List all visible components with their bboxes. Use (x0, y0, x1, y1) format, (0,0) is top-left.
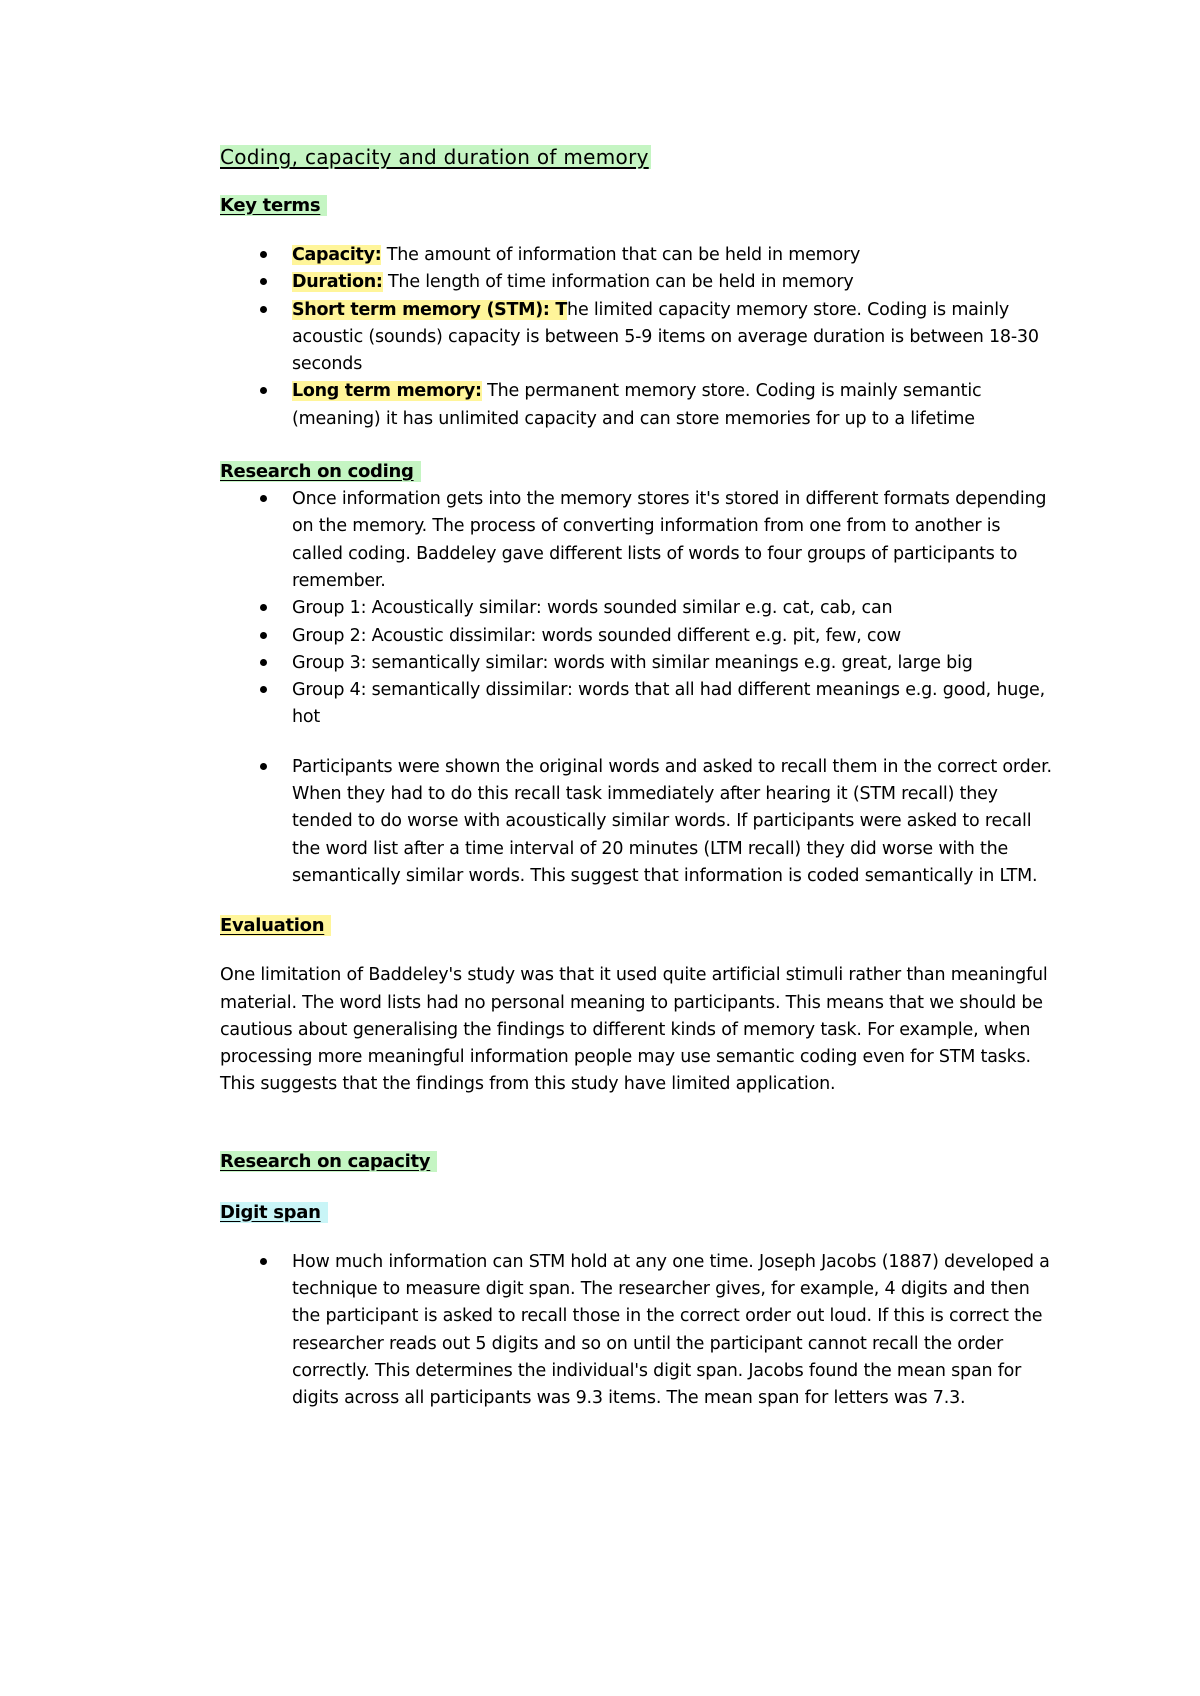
bullet-icon (260, 763, 267, 770)
term-definition: The amount of information that can be held in memory (381, 245, 861, 265)
key-terms-heading (220, 192, 1055, 220)
list-item (220, 595, 1055, 622)
list-item (220, 242, 1055, 269)
term-label: Duration: (292, 272, 383, 293)
list-item (220, 486, 1055, 595)
term-label: Long term memory: (292, 381, 482, 402)
document-body (220, 143, 1055, 1413)
bullet-icon (260, 604, 267, 611)
list-item-text: Group 4: semantically dissimilar: words that all had different meanings e.g. good, huge, hot (292, 680, 1045, 728)
list-item (220, 1249, 1055, 1413)
evaluation-paragraph: One limitation of Baddeley's study was that it used quite artificial stimuli rather than meaningful material. The word lists had no personal meaning to participants. This means that we should be cautious about generalising the findings to different kinds of memory task. For example, when processing more meaningful information people may use semantic coding even for STM tasks. This suggests that the findings from this study have limited application. (220, 965, 1048, 1095)
list-item-text: Group 1: Acoustically similar: words sounded similar e.g. cat, cab, can (292, 598, 893, 619)
evaluation-heading (220, 912, 1055, 940)
term-definition: The permanent memory store. Coding is mainly semantic (meaning) it has unlimited capacity and can store memories for up to a lifetime (292, 381, 982, 429)
bullet-icon (260, 251, 267, 258)
bullet-icon (260, 686, 267, 693)
list-item-text: Participants were shown the original words and asked to recall them in the correct order. When they had to do this recall task immediately after hearing it (STM recall) they tended to do worse with acoustically similar words. If participants were asked to recall the word list after a time interval of 20 minutes (LTM recall) they did worse with the semantically similar words. This suggest that information is coded semantically in LTM. (292, 756, 1052, 886)
bullet-icon (260, 495, 267, 502)
list-item (220, 297, 1055, 379)
list-item (220, 378, 1055, 433)
key-terms-list (220, 242, 1055, 433)
page-title (220, 143, 1055, 171)
list-item-text: Group 2: Acoustic dissimilar: words sounded different e.g. pit, few, cow (292, 625, 901, 646)
list-item (220, 650, 1055, 677)
digit-span-heading (220, 1199, 1055, 1227)
term-label: Short term memory (STM): T (292, 299, 568, 320)
research-coding-heading (220, 458, 1055, 486)
bullet-icon (260, 387, 267, 394)
digit-span-list (220, 1249, 1055, 1413)
list-item-text: Group 3: semantically similar: words with similar meanings e.g. great, large big (292, 652, 973, 673)
evaluation-heading-text: Evaluation (220, 915, 331, 936)
list-item (220, 623, 1055, 650)
term-label: Capacity: (292, 245, 382, 265)
research-capacity-heading-text: Research on capacity (220, 1151, 437, 1172)
research-coding-list (220, 486, 1055, 732)
bullet-icon (260, 278, 267, 285)
bullet-icon (260, 659, 267, 666)
research-coding-heading-text: Research on coding (220, 461, 421, 482)
list-item-text: How much information can STM hold at any one time. Joseph Jacobs (1887) developed a technique to measure digit span. The researcher gives, for example, 4 digits and then the participant is asked to recall those in the correct order out loud. If this is correct the researcher reads out 5 digits and so on until the participant cannot recall the order correctly. This determines the individual's digit span. Jacobs found the mean span for digits across all participants was 9.3 items. The mean span for letters was 7.3. (292, 1251, 1050, 1409)
term-definition: The length of time information can be held in memory (382, 272, 854, 293)
list-item (220, 269, 1055, 296)
research-capacity-heading (220, 1148, 1055, 1176)
digit-span-heading-text: Digit span (220, 1202, 328, 1223)
page-title-text: Coding, capacity and duration of memory (220, 145, 649, 169)
key-terms-heading-text: Key terms (220, 195, 327, 216)
term-definition: he limited capacity memory store. Coding is mainly acoustic (sounds) capacity is between 5-9 items on average duration is between 18-30 seconds (292, 299, 1039, 375)
bullet-icon (260, 306, 267, 313)
list-item-text: Once information gets into the memory stores it's stored in different formats depending on the memory. The process of converting information from one from to another is called coding. Baddeley gave different lists of words to four groups of participants to remember. (292, 489, 1047, 591)
bullet-icon (260, 1258, 267, 1265)
list-item (220, 754, 1055, 890)
list-item (220, 677, 1055, 732)
research-coding-findings-list (220, 754, 1055, 890)
bullet-icon (260, 632, 267, 639)
